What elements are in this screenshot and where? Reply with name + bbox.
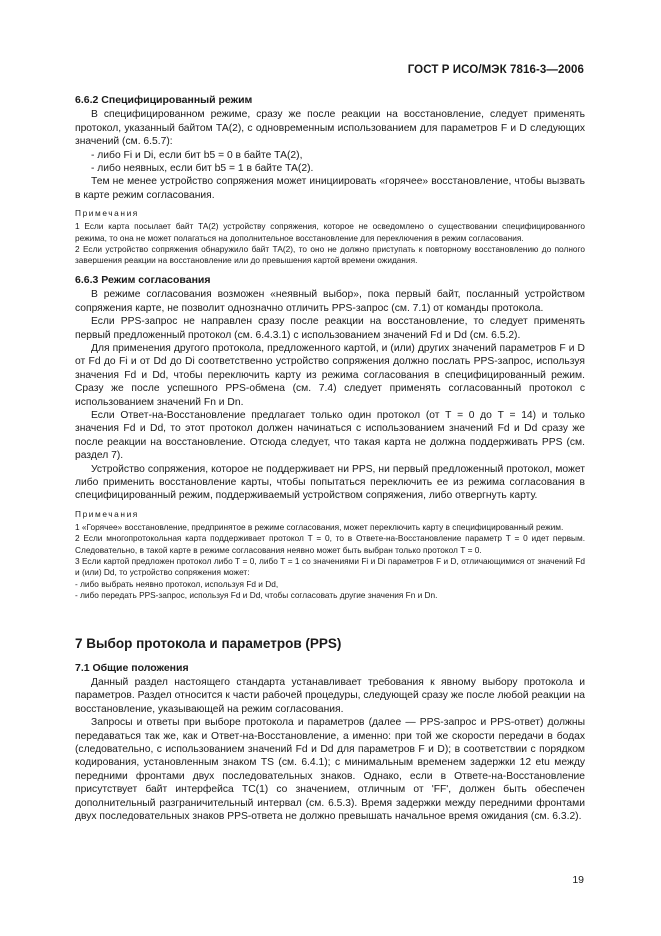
note: 1 «Горячее» восстановление, предпринятое в режиме согласования, может переключить карту в специфицированный режим. <box>75 521 564 532</box>
note: 3 Если картой предложен протокол либо Т = 0, либо Т = 1 со значениями Fi и Di параметров F и D, отличающимися от значений Fd и (или) Dd, то устройство сопряжения может: <box>75 556 585 578</box>
paragraph: В специфицированном режиме, сразу же после реакции на восстановление, следует применять протокол, указанный байтом ТА(2), с одновременным использованием для параметров F и D следующих значений (см. 6.5.7): <box>75 109 585 148</box>
paragraph: Если PPS-запрос не направлен сразу после реакции на восстановление, то следует применять первый предложенный протокол (см. 6.4.3.1) с использованием значений Fd и Dd (см. 6.5.2). <box>75 316 585 341</box>
standard-header: ГОСТ Р ИСО/МЭК 7816-3—2006 <box>407 64 584 76</box>
paragraph: Данный раздел настоящего стандарта устанавливает требования к явному выбору протокола и параметров. Раздел относится к части рабочей процедуры, следующей сразу же после любой реакции на восстановление, указывающей на режим согласования. <box>75 677 585 715</box>
section-7-heading: 7 Выбор протокола и параметров (PPS) <box>75 635 342 651</box>
notes-heading: Примечания <box>75 508 139 519</box>
section-7-1-heading: 7.1 Общие положения <box>75 661 189 674</box>
paragraph: Для применения другого протокола, предложенного картой, и (или) других значений параметров F и D от Fd до Fi и от Dd до Di соответственно устройство сопряжения должно послать PPS-запрос, используя значения Fd и Dd, чтобы переключить карту из режима согласования в специфицированный режим. Сразу же после успешного PPS-обмена (см. 7.4) следует применять согласованный протокол с использованием значений Fn и Dn. <box>75 342 585 408</box>
list-item: - либо Fi и Di, если бит b5 = 0 в байте ТА(2), <box>91 149 303 161</box>
paragraph: Если Ответ-на-Восстановление предлагает только один протокол (от Т = 0 до Т = 14) и только значения Fd и Dd, то этот протокол должен начинаться с использованием значений Fd и Dd сразу же после реакции на восстановление. Отсюда следует, что такая карта не должна поддерживать PPS (см. раздел 7). <box>75 409 585 462</box>
list-item: - либо неявных, если бит b5 = 1 в байте ТА(2). <box>91 163 314 175</box>
note: 2 Если устройство сопряжения обнаружило байт ТА(2), то оно не должно приступать к повторному восстановлению до полного завершения реакции на восстановление или до превышения картой времени ожидания. <box>75 244 585 266</box>
note-list-item: - либо передать PPS-запрос, используя Fd и Dd, чтобы согласовать другие значения Fn и Dn. <box>75 590 438 601</box>
notes-heading: Примечания <box>75 208 139 219</box>
paragraph: Устройство сопряжения, которое не поддерживает ни PPS, ни первый предложенный протокол, может либо применить восстановление карты, чтобы попытаться переключить ее из режима согласования в специфицированный режим, поддерживаемый устройством сопряжения, либо отвергнуть карту. <box>75 463 585 502</box>
section-6-6-2-heading: 6.6.2 Специфицированный режим <box>75 94 253 106</box>
note: 1 Если карта посылает байт ТА(2) устройству сопряжения, которое не осведомлено о существовании специфицированного режима, то она не может полагаться на дополнительное восстановление для переключения в режим согласования. <box>75 221 585 243</box>
paragraph: Тем не менее устройство сопряжения может инициировать «горячее» восстановление, чтобы вызвать в карте режим согласования. <box>75 176 585 201</box>
note-list-item: - либо выбрать неявно протокол, используя Fd и Dd, <box>75 578 279 589</box>
section-6-6-3-heading: 6.6.3 Режим согласования <box>75 273 211 286</box>
paragraph: Запросы и ответы при выборе протокола и параметров (далее — PPS-запрос и PPS-ответ) должны передаваться так же, как и Ответ-на-Восстановление, а именно: при той же скорости передачи в бодах (следовательно, с использованием значений Fd и Dd для параметров F и D); в соответствии с порядком кодирования, установленным знаком TS (см. 6.4.1); с минимальным временем задержки 12 etu между передними фронтами двух последовательных знаков. Однако, если в Ответе-на-Восстановление присутствует байт интерфейса ТС(1) со значением, отличным от 'FF', должен быть обеспечен дополнительный разграничительный интервал (см. 6.5.3). Время задержки между передними фронтами двух последовательных знаков PPS-ответа не должно превышать начальное время ожидания (см. 6.3.2). <box>75 717 585 823</box>
page-content <box>75 94 585 824</box>
paragraph: В режиме согласования возможен «неявный выбор», пока первый байт, посланный устройством сопряжения карте, не позволит однозначно отличить PPS-запрос (см. 7.1) от команды протокола. <box>75 289 585 314</box>
note: 2 Если многопротокольная карта поддерживает протокол Т = 0, то в Ответе-на-Восстановление параметр Т = 0 идет первым. Следовательно, в такой карте в режиме согласования неявно может быть выбран только протокол Т = 0. <box>75 533 585 555</box>
page-number: 19 <box>572 874 584 886</box>
